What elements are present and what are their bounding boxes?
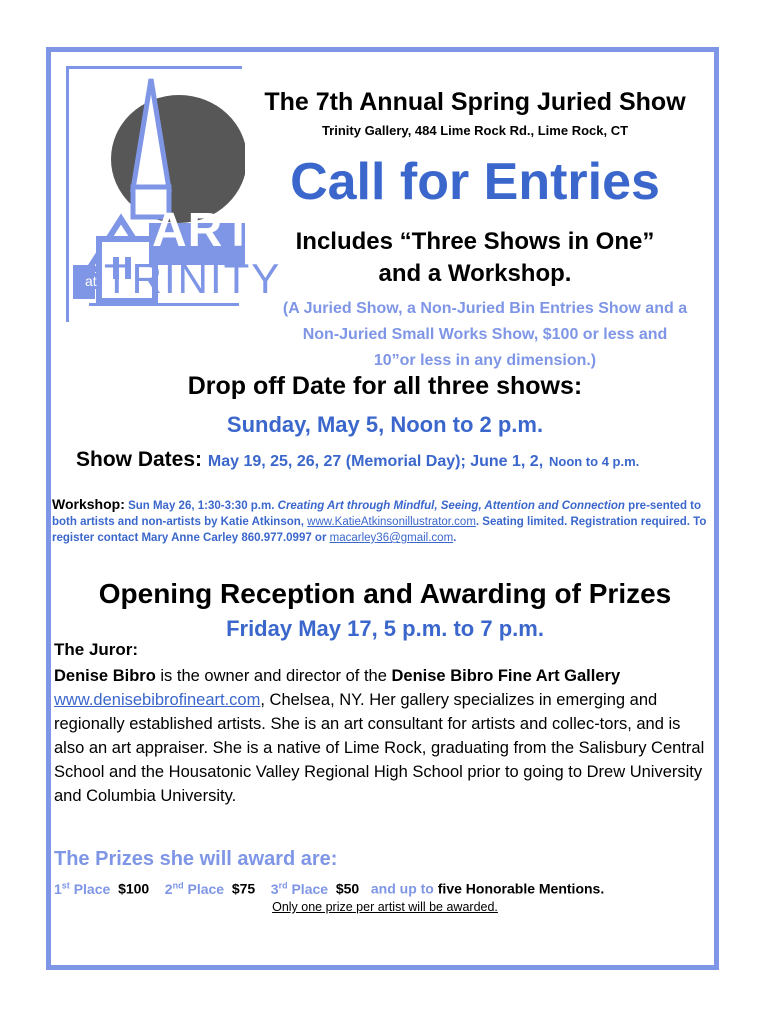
third-place-sup: rd [278,880,288,890]
prizes-heading: The Prizes she will award are: [54,848,338,870]
show-dates [76,448,726,472]
reception-date: Friday May 17, 5 p.m. to 7 p.m. [226,616,544,641]
note-line-3: 10”or less in any dimension.) [373,352,597,369]
show-dates-period: . [635,454,640,469]
workshop-text-1: pre-sented to both artists and non-artists by Katie Atkinson, [52,500,702,528]
email-link[interactable]: macarley36@gmail.com [329,532,454,544]
first-place [54,881,110,897]
note-line-2: Non-Juried Small Works Show, $100 or less and [302,326,668,343]
show-dates-time: Noon to 4 p.m [548,454,636,469]
show-dates-label: Show Dates: [76,448,203,471]
first-place-num: 1 [54,880,62,897]
juror-text-2: , Chelsea, NY. Her gallery specializes in emerging and regionally established artists. She is an art consultant for artists and collec-tors, and is also an art appraiser. She is a native of Lime Rock, graduating from the Salisbury Central School and the Housatonic Valley Regional High School prior to going to Drew University and Columbia University. [54,691,705,805]
juror-bio [54,664,714,808]
second-place-label: Place [183,880,225,897]
workshop-when: Sun May 26, 1:30-3:30 p.m. [128,500,275,512]
workshop-title: Creating Art through Mindful, Seeing, Attention and Connection [277,500,625,512]
gallery-website-link[interactable]: www.denisebibrofineart.com [54,691,261,709]
show-title: The 7th Annual Spring Juried Show [264,88,686,116]
workshop-paragraph [52,496,716,546]
first-place-amount: $100 [118,880,150,897]
logo-art-text: ART [152,204,254,257]
workshop-label: Workshop: [52,496,125,512]
art-at-trinity-logo [66,66,282,322]
second-place-sup: nd [172,880,184,890]
workshop-text-2: . Seating limited. Registration required. To register contact Mary Anne Carley 860.977.0997 or [52,516,707,544]
juror-text-1: is the owner and director of the [155,667,392,685]
katie-atkinson-link[interactable]: www.KatieAtkinsonillustrator.com [307,516,476,528]
logo-at-text: at [81,273,101,289]
juror-heading: The Juror: [54,640,139,659]
honorable-mentions: five Honorable Mentions. [437,880,605,897]
call-for-entries-headline: Call for Entries [290,153,660,211]
second-place [165,881,224,897]
shows-note [250,296,720,374]
juror-name: Denise Bibro [54,667,156,685]
dropoff-heading: Drop off Date for all three shows: [187,372,583,400]
third-place-num: 3 [270,880,279,897]
subheadline [250,226,700,290]
dropoff-date: Sunday, May 5, Noon to 2 p.m. [226,412,544,437]
note-line-1: (A Juried Show, a Non-Juried Bin Entries Show and a [282,300,688,317]
juror-gallery: Denise Bibro Fine Art Gallery [391,667,621,685]
reception-heading: Opening Reception and Awarding of Prizes [98,578,672,609]
subhead-line-2: and a Workshop. [378,260,572,287]
second-place-num: 2 [164,880,173,897]
logo-trinity-text: TRINITY [104,255,282,302]
one-prize-note: Only one prize per artist will be awarded. [272,900,498,914]
first-place-sup: st [61,880,70,890]
up-to-text: and up to [370,880,434,897]
first-place-label: Place [69,880,111,897]
second-place-amount: $75 [231,880,256,897]
third-place-amount: $50 [335,880,360,897]
third-place [271,881,328,897]
prizes-list [54,880,604,897]
show-dates-list: May 19, 25, 26, 27 (Memorial Day); June 1, 2, [207,453,544,470]
workshop-text-3: . [453,532,457,544]
gallery-address: Trinity Gallery, 484 Lime Rock Rd., Lime Rock, CT [321,123,629,138]
subhead-line-1: Includes “Three Shows in One” [295,228,655,255]
third-place-label: Place [287,880,329,897]
